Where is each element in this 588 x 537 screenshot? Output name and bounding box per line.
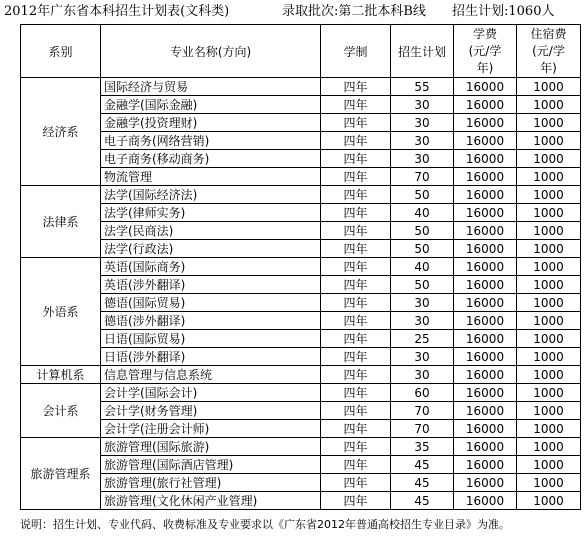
duration-cell: 四年 [321, 96, 391, 114]
major-cell: 旅游管理(文化休闲产业管理) [101, 492, 321, 510]
dorm-cell: 1000 [517, 222, 581, 240]
dept-cell: 计算机系 [21, 366, 101, 384]
plan-cell: 35 [391, 438, 454, 456]
tuition-cell: 16000 [454, 402, 517, 420]
major-cell: 会计学(注册会计师) [101, 420, 321, 438]
dept-cell: 旅游管理系 [21, 438, 101, 510]
header-tuition-line2: (元/学 [468, 43, 502, 58]
major-cell: 德语(国际贸易) [101, 294, 321, 312]
table-row [21, 240, 581, 258]
major-cell: 国际经济与贸易 [101, 78, 321, 96]
tuition-cell: 16000 [454, 222, 517, 240]
tuition-cell: 16000 [454, 168, 517, 186]
tuition-cell: 16000 [454, 474, 517, 492]
duration-cell: 四年 [321, 474, 391, 492]
plan-cell: 30 [391, 312, 454, 330]
dorm-cell: 1000 [517, 240, 581, 258]
table-row [21, 186, 581, 204]
footnote: 说明：招生计划、专业代码、收费标准及专业要求以《广东省2012年普通高校招生专业目录》为准。 [20, 518, 510, 531]
tuition-cell: 16000 [454, 186, 517, 204]
table-row [21, 204, 581, 222]
tuition-cell: 16000 [454, 78, 517, 96]
tuition-cell: 16000 [454, 132, 517, 150]
tuition-cell: 16000 [454, 312, 517, 330]
plan-cell: 50 [391, 222, 454, 240]
header-dorm-line1: 住宿费 [530, 26, 567, 41]
dorm-cell: 1000 [517, 330, 581, 348]
dorm-cell: 1000 [517, 438, 581, 456]
table-row [21, 96, 581, 114]
dorm-cell: 1000 [517, 492, 581, 510]
table-row [21, 168, 581, 186]
tuition-cell: 16000 [454, 420, 517, 438]
dorm-cell: 1000 [517, 168, 581, 186]
tuition-cell: 16000 [454, 384, 517, 402]
header-tuition-line3: 年) [476, 60, 494, 75]
major-cell: 旅游管理(国际旅游) [101, 438, 321, 456]
table-row [21, 420, 581, 438]
duration-cell: 四年 [321, 492, 391, 510]
dorm-cell: 1000 [517, 420, 581, 438]
tuition-cell: 16000 [454, 240, 517, 258]
plan-cell: 70 [391, 168, 454, 186]
major-cell: 电子商务(移动商务) [101, 150, 321, 168]
heading-title: 2012年广东省本科招生计划表(文科类) [4, 4, 230, 19]
major-cell: 会计学(国际会计) [101, 384, 321, 402]
major-cell: 英语(涉外翻译) [101, 276, 321, 294]
dept-cell: 会计系 [21, 384, 101, 438]
table-row [21, 492, 581, 510]
heading-batch: 录取批次:第二批本科B线 [282, 4, 426, 19]
duration-cell: 四年 [321, 348, 391, 366]
duration-cell: 四年 [321, 114, 391, 132]
major-cell: 法学(民商法) [101, 222, 321, 240]
table-body [21, 78, 581, 510]
tuition-cell: 16000 [454, 366, 517, 384]
major-cell: 德语(涉外翻译) [101, 312, 321, 330]
duration-cell: 四年 [321, 186, 391, 204]
major-cell: 法学(行政法) [101, 240, 321, 258]
duration-cell: 四年 [321, 150, 391, 168]
plan-cell: 30 [391, 114, 454, 132]
major-cell: 物流管理 [101, 168, 321, 186]
plan-cell: 30 [391, 366, 454, 384]
dorm-cell: 1000 [517, 204, 581, 222]
plan-cell: 70 [391, 420, 454, 438]
table-row [21, 294, 581, 312]
tuition-cell: 16000 [454, 276, 517, 294]
duration-cell: 四年 [321, 384, 391, 402]
duration-cell: 四年 [321, 330, 391, 348]
dept-cell: 外语系 [21, 258, 101, 366]
major-cell: 英语(国际商务) [101, 258, 321, 276]
tuition-cell: 16000 [454, 204, 517, 222]
plan-cell: 30 [391, 96, 454, 114]
duration-cell: 四年 [321, 312, 391, 330]
tuition-cell: 16000 [454, 330, 517, 348]
header-tuition [454, 25, 517, 78]
duration-cell: 四年 [321, 132, 391, 150]
dorm-cell: 1000 [517, 150, 581, 168]
plan-cell: 55 [391, 78, 454, 96]
tuition-cell: 16000 [454, 114, 517, 132]
dorm-cell: 1000 [517, 258, 581, 276]
major-cell: 金融学(投资理财) [101, 114, 321, 132]
major-cell: 法学(律师实务) [101, 204, 321, 222]
duration-cell: 四年 [321, 78, 391, 96]
table-row [21, 456, 581, 474]
table-row [21, 276, 581, 294]
major-cell: 旅游管理(国际酒店管理) [101, 456, 321, 474]
duration-cell: 四年 [321, 258, 391, 276]
tuition-cell: 16000 [454, 150, 517, 168]
dorm-cell: 1000 [517, 78, 581, 96]
dorm-cell: 1000 [517, 456, 581, 474]
header-row [21, 25, 581, 78]
table-row [21, 222, 581, 240]
table-row [21, 132, 581, 150]
plan-cell: 30 [391, 348, 454, 366]
dept-cell: 经济系 [21, 78, 101, 186]
dorm-cell: 1000 [517, 366, 581, 384]
dorm-cell: 1000 [517, 312, 581, 330]
header-dept: 系别 [21, 25, 101, 78]
table-row [21, 258, 581, 276]
duration-cell: 四年 [321, 168, 391, 186]
dorm-cell: 1000 [517, 402, 581, 420]
table-row [21, 348, 581, 366]
plan-cell: 70 [391, 402, 454, 420]
tuition-cell: 16000 [454, 96, 517, 114]
major-cell: 法学(国际经济法) [101, 186, 321, 204]
table-row [21, 330, 581, 348]
tuition-cell: 16000 [454, 258, 517, 276]
duration-cell: 四年 [321, 222, 391, 240]
major-cell: 日语(国际贸易) [101, 330, 321, 348]
plan-cell: 30 [391, 150, 454, 168]
dorm-cell: 1000 [517, 132, 581, 150]
tuition-cell: 16000 [454, 348, 517, 366]
dorm-cell: 1000 [517, 294, 581, 312]
tuition-cell: 16000 [454, 456, 517, 474]
header-dorm-line2: (元/学 [532, 43, 565, 58]
duration-cell: 四年 [321, 402, 391, 420]
duration-cell: 四年 [321, 420, 391, 438]
plan-cell: 45 [391, 474, 454, 492]
table-heading [4, 2, 584, 22]
header-duration: 学制 [321, 25, 391, 78]
table-row [21, 366, 581, 384]
major-cell: 会计学(财务管理) [101, 402, 321, 420]
plan-cell: 50 [391, 240, 454, 258]
table-row [21, 114, 581, 132]
dorm-cell: 1000 [517, 114, 581, 132]
table-row [21, 384, 581, 402]
tuition-cell: 16000 [454, 438, 517, 456]
dorm-cell: 1000 [517, 384, 581, 402]
tuition-cell: 16000 [454, 294, 517, 312]
plan-cell: 45 [391, 456, 454, 474]
duration-cell: 四年 [321, 366, 391, 384]
table-row [21, 78, 581, 96]
plan-cell: 40 [391, 204, 454, 222]
dorm-cell: 1000 [517, 474, 581, 492]
header-plan: 招生计划 [391, 25, 454, 78]
dorm-cell: 1000 [517, 348, 581, 366]
heading-total: 招生计划:1060人 [452, 4, 555, 19]
major-cell: 电子商务(网络营销) [101, 132, 321, 150]
duration-cell: 四年 [321, 276, 391, 294]
dorm-cell: 1000 [517, 186, 581, 204]
duration-cell: 四年 [321, 204, 391, 222]
plan-cell: 60 [391, 384, 454, 402]
plan-cell: 45 [391, 492, 454, 510]
major-cell: 旅游管理(旅行社管理) [101, 474, 321, 492]
table-row [21, 312, 581, 330]
plan-cell: 30 [391, 294, 454, 312]
major-cell: 信息管理与信息系统 [101, 366, 321, 384]
duration-cell: 四年 [321, 240, 391, 258]
header-dorm-line3: 年) [540, 60, 557, 75]
table-row [21, 474, 581, 492]
major-cell: 日语(涉外翻译) [101, 348, 321, 366]
header-tuition-line1: 学费 [472, 26, 497, 41]
plan-cell: 50 [391, 276, 454, 294]
table-row [21, 438, 581, 456]
header-dorm [517, 25, 581, 78]
plan-cell: 25 [391, 330, 454, 348]
plan-cell: 30 [391, 132, 454, 150]
major-cell: 金融学(国际金融) [101, 96, 321, 114]
plan-cell: 40 [391, 258, 454, 276]
tuition-cell: 16000 [454, 492, 517, 510]
plan-cell: 50 [391, 186, 454, 204]
duration-cell: 四年 [321, 456, 391, 474]
duration-cell: 四年 [321, 438, 391, 456]
duration-cell: 四年 [321, 294, 391, 312]
table-row [21, 150, 581, 168]
dept-cell: 法律系 [21, 186, 101, 258]
header-major: 专业名称(方向) [101, 25, 321, 78]
table-row [21, 402, 581, 420]
dorm-cell: 1000 [517, 96, 581, 114]
enrollment-plan-table [20, 24, 581, 510]
dorm-cell: 1000 [517, 276, 581, 294]
